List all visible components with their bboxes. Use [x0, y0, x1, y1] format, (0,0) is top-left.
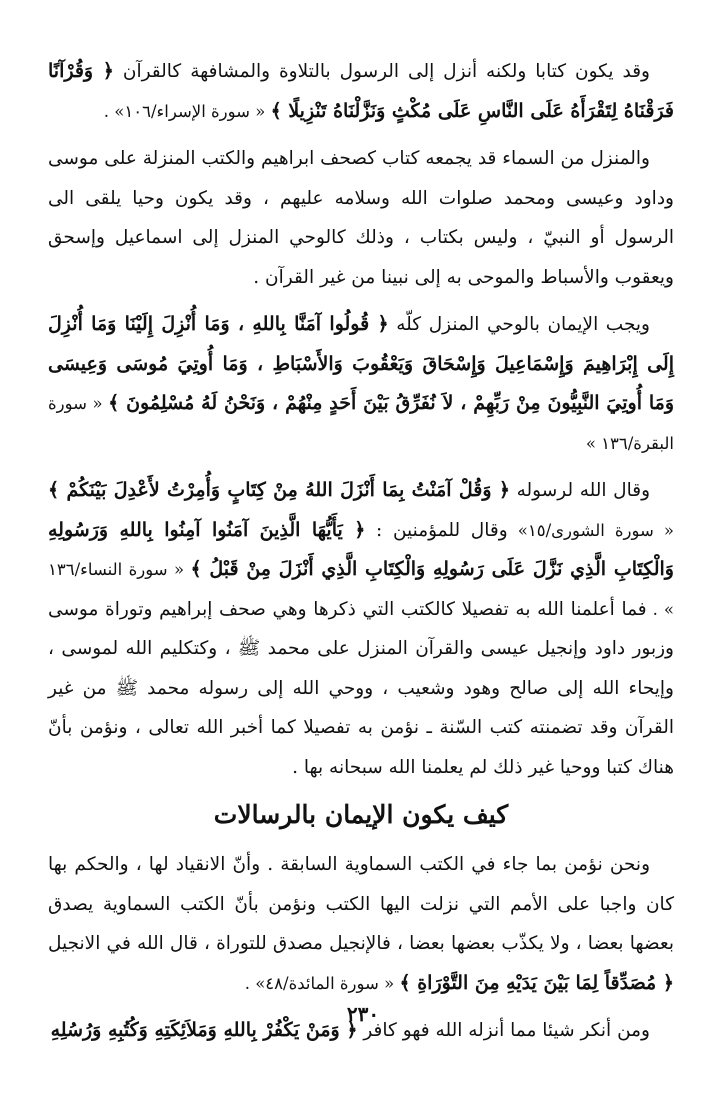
body-text-before-heading — [48, 52, 674, 787]
paragraph-text: وقد يكون كتابا ولكنه أنزل إلى الرسول بالتلاوة والمشافهة كالقرآن — [113, 61, 650, 82]
paragraph — [48, 305, 674, 463]
paragraph-text: ونحن نؤمن بما جاء في الكتب السماوية السابقة . وأنّ الانقياد لها ، والحكم بها كان واجبا على الأمم التي نزلت اليها الكتب ونؤمن بأنّ الكتب السماوية يصدق بعضها بعضا ، ولا يكذّب بعضها بعضا ، فالإنجيل مصدق للتوراة ، قال الله في الانجيل — [48, 854, 674, 954]
quran-verse: ﴿ يَأَيُّهَا الَّذِينَ آمَنُوا آمِنُوا بِاللهِ وَرَسُولِهِ وَالْكِتَابِ الَّذِي نَزَّلَ عَلَى رَسُولِهِ وَالْكِتَابِ الَّذِي أَنْزَلَ مِنْ قَبْلُ ﴾ — [48, 518, 674, 580]
paragraph — [48, 471, 674, 787]
quran-verse: ﴿ وَقُلْ آمَنْتُ بِمَا أَنْزَلَ اللهُ مِنْ كِتَابٍ وَأُمِرْتُ لأَعْدِلَ بَيْنَكُمْ ﴾ — [48, 479, 511, 501]
paragraph-text: وقال الله لرسوله — [510, 480, 650, 501]
surah-reference: « سورة المائدة/٤٨» . — [244, 973, 400, 993]
surah-reference: « سورة الشورى/١٥» — [507, 520, 675, 540]
paragraph — [48, 845, 674, 1003]
paragraph-text: ويجب الإيمان بالوحي المنزل كلّه — [388, 314, 650, 335]
paragraph-text: والمنزل من السماء قد يجمعه كتاب كصحف ابراهيم والكتب المنزلة على موسى وداود وعيسى ومحمد صلوات الله وسلامه عليهم ، وقد يكون وحيا يلقى الى الرسول أو النبيّ ، وليس بكتاب ، وذلك كالوحي المنزل إلى اسماعيل وإسحق ويعقوب والأسباط والموحى به إلى نبينا من غير القرآن . — [48, 148, 674, 288]
surah-reference: « سورة الإسراء/١٠٦» . — [103, 101, 271, 121]
page-number: ٢٣٠ — [346, 1002, 380, 1026]
quran-verse: ﴿ وَقُرْآنًا فَرَقْنَاهُ لِتَقْرَأَهُ عَلَى النَّاسِ عَلَى مُكْثٍ وَنَزَّلْنَاهُ تَنْزِيلًا ﴾ — [48, 60, 674, 122]
paragraph-text: ومن أنكر شيئا مما أنزله الله فهو كافر — [357, 1020, 650, 1041]
surah-reference: « سورة البقرة/١٣٦ » — [48, 394, 674, 453]
surah-reference: « سورة النساء/١٣٦ » . — [48, 560, 674, 619]
quran-verse: ﴿ وَمَنْ يَكْفُرْ بِاللهِ وَمَلاَئِكَتِهِ وَكُتُبِهِ وَرُسُلِهِ — [50, 1019, 358, 1041]
document-page — [48, 52, 674, 1056]
paragraph — [48, 139, 674, 297]
quran-verse: ﴿ مُصَدِّقاً لِمَا بَيْنَ يَدَيْهِ مِنَ التَّوْرَاةِ ﴾ — [399, 971, 674, 994]
paragraph-text: فما أعلمنا الله به تفصيلا كالكتب التي ذكرها وهي صحف إبراهيم وتوراة موسى وزبور داود وإنجيل عيسى والقرآن المنزل على محمد ﷺ ، وكتكليم الله لموسى ، وإيحاء الله إلى صالح وهود وشعيب ، ووحي الله إلى رسوله محمد ﷺ من غير القرآن وقد تضمنته كتب السّنة ـ نؤمن به تفصيلا كما أخبر الله تعالى ، ونؤمن بأنّ هناك كتبا ووحيا غير ذلك لم يعلمنا الله سبحانه بها . — [48, 598, 674, 778]
paragraph-text: وقال للمؤمنين : — [365, 519, 508, 541]
section-heading: كيف يكون الإيمان بالرسالات — [213, 800, 509, 829]
paragraph — [48, 52, 674, 131]
quran-verse: ﴿ قُولُوا آمَنَّا بِاللهِ ، وَمَا أُنْزِلَ إِلَيْنَا وَمَا أُنْزِلَ إِلَى إِبْرَاهِيمَ وَإِسْمَاعِيلَ وَإِسْحَاقَ وَيَعْقُوبَ وَالأَسْبَاطِ ، وَمَا أُوتِيَ مُوسَى وَعِيسَى وَمَا أُوتِيَ النَّبِيُّونَ مِنْ رَبِّهِمْ ، لاَ نُفَرِّقُ بَيْنَ أَحَدٍ مِنْهُمْ ، وَنَحْنُ لَهُ مُسْلِمُونَ ﴾ — [48, 313, 674, 414]
